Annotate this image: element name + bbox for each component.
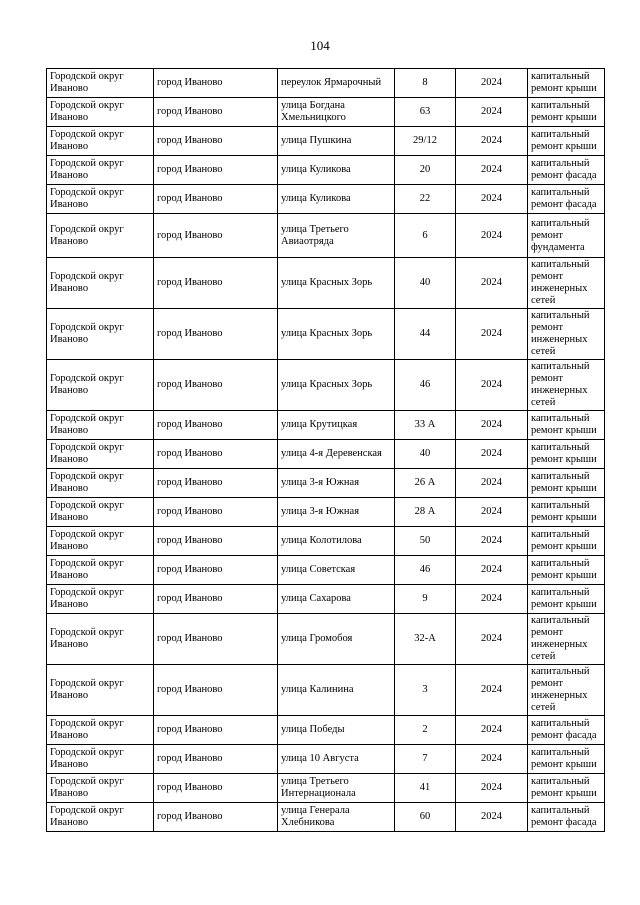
cell-work-type: капитальный ремонт инженерных сетей xyxy=(528,309,605,360)
table-row xyxy=(47,469,605,498)
table-row xyxy=(47,527,605,556)
cell-year: 2024 xyxy=(456,360,528,411)
cell-okrug: Городской округ Иваново xyxy=(47,411,154,440)
cell-street: улица Сахарова xyxy=(278,585,395,614)
cell-work-type: капитальный ремонт крыши xyxy=(528,527,605,556)
cell-city: город Иваново xyxy=(154,745,278,774)
cell-city: город Иваново xyxy=(154,803,278,832)
cell-year: 2024 xyxy=(456,469,528,498)
cell-house-number: 6 xyxy=(395,214,456,258)
cell-house-number: 46 xyxy=(395,360,456,411)
cell-work-type: капитальный ремонт инженерных сетей xyxy=(528,360,605,411)
cell-okrug: Городской округ Иваново xyxy=(47,98,154,127)
table-row xyxy=(47,774,605,803)
cell-city: город Иваново xyxy=(154,214,278,258)
cell-city: город Иваново xyxy=(154,258,278,309)
cell-work-type: капитальный ремонт фасада xyxy=(528,185,605,214)
cell-year: 2024 xyxy=(456,440,528,469)
cell-year: 2024 xyxy=(456,214,528,258)
repair-registry-table xyxy=(46,68,605,832)
cell-work-type: капитальный ремонт фасада xyxy=(528,716,605,745)
cell-year: 2024 xyxy=(456,614,528,665)
cell-work-type: капитальный ремонт крыши xyxy=(528,774,605,803)
cell-work-type: капитальный ремонт крыши xyxy=(528,745,605,774)
cell-okrug: Городской округ Иваново xyxy=(47,214,154,258)
cell-year: 2024 xyxy=(456,745,528,774)
cell-city: город Иваново xyxy=(154,527,278,556)
cell-house-number: 41 xyxy=(395,774,456,803)
cell-year: 2024 xyxy=(456,774,528,803)
cell-okrug: Городской округ Иваново xyxy=(47,614,154,665)
cell-okrug: Городской округ Иваново xyxy=(47,185,154,214)
cell-city: город Иваново xyxy=(154,440,278,469)
cell-city: город Иваново xyxy=(154,156,278,185)
cell-street: улица Красных Зорь xyxy=(278,360,395,411)
cell-city: город Иваново xyxy=(154,185,278,214)
cell-okrug: Городской округ Иваново xyxy=(47,69,154,98)
cell-city: город Иваново xyxy=(154,585,278,614)
cell-city: город Иваново xyxy=(154,774,278,803)
cell-house-number: 20 xyxy=(395,156,456,185)
table-row xyxy=(47,360,605,411)
cell-street: улица Колотилова xyxy=(278,527,395,556)
cell-street: улица Красных Зорь xyxy=(278,258,395,309)
cell-house-number: 60 xyxy=(395,803,456,832)
cell-city: город Иваново xyxy=(154,716,278,745)
cell-street: улица Куликова xyxy=(278,156,395,185)
cell-house-number: 46 xyxy=(395,556,456,585)
cell-work-type: капитальный ремонт инженерных сетей xyxy=(528,614,605,665)
cell-year: 2024 xyxy=(456,309,528,360)
cell-work-type: капитальный ремонт крыши xyxy=(528,556,605,585)
table-row xyxy=(47,585,605,614)
table-row xyxy=(47,614,605,665)
cell-street: улица Богдана Хмельницкого xyxy=(278,98,395,127)
cell-street: улица Пушкина xyxy=(278,127,395,156)
cell-work-type: капитальный ремонт инженерных сетей xyxy=(528,258,605,309)
cell-city: город Иваново xyxy=(154,556,278,585)
cell-okrug: Городской округ Иваново xyxy=(47,774,154,803)
cell-city: город Иваново xyxy=(154,614,278,665)
cell-street: улица Громобоя xyxy=(278,614,395,665)
cell-house-number: 44 xyxy=(395,309,456,360)
cell-city: город Иваново xyxy=(154,469,278,498)
cell-house-number: 63 xyxy=(395,98,456,127)
cell-house-number: 50 xyxy=(395,527,456,556)
cell-city: город Иваново xyxy=(154,360,278,411)
cell-house-number: 40 xyxy=(395,440,456,469)
cell-work-type: капитальный ремонт крыши xyxy=(528,469,605,498)
cell-street: улица 3-я Южная xyxy=(278,469,395,498)
cell-year: 2024 xyxy=(456,665,528,716)
cell-city: город Иваново xyxy=(154,127,278,156)
cell-work-type: капитальный ремонт крыши xyxy=(528,69,605,98)
cell-work-type: капитальный ремонт крыши xyxy=(528,498,605,527)
cell-house-number: 22 xyxy=(395,185,456,214)
cell-house-number: 28 А xyxy=(395,498,456,527)
cell-year: 2024 xyxy=(456,527,528,556)
cell-street: улица Третьего Интернационала xyxy=(278,774,395,803)
cell-year: 2024 xyxy=(456,498,528,527)
table-row xyxy=(47,498,605,527)
cell-house-number: 3 xyxy=(395,665,456,716)
cell-okrug: Городской округ Иваново xyxy=(47,556,154,585)
cell-okrug: Городской округ Иваново xyxy=(47,156,154,185)
cell-okrug: Городской округ Иваново xyxy=(47,585,154,614)
table-row xyxy=(47,411,605,440)
cell-okrug: Городской округ Иваново xyxy=(47,258,154,309)
table-row xyxy=(47,556,605,585)
cell-house-number: 7 xyxy=(395,745,456,774)
cell-work-type: капитальный ремонт фасада xyxy=(528,156,605,185)
table-row xyxy=(47,214,605,258)
table-row xyxy=(47,745,605,774)
table-row xyxy=(47,665,605,716)
cell-house-number: 33 А xyxy=(395,411,456,440)
cell-okrug: Городской округ Иваново xyxy=(47,360,154,411)
cell-year: 2024 xyxy=(456,585,528,614)
cell-house-number: 9 xyxy=(395,585,456,614)
cell-city: город Иваново xyxy=(154,309,278,360)
cell-street: улица Третьего Авиаотряда xyxy=(278,214,395,258)
cell-year: 2024 xyxy=(456,716,528,745)
cell-house-number: 32-А xyxy=(395,614,456,665)
cell-street: улица Советская xyxy=(278,556,395,585)
cell-year: 2024 xyxy=(456,411,528,440)
cell-okrug: Городской округ Иваново xyxy=(47,469,154,498)
cell-year: 2024 xyxy=(456,127,528,156)
cell-street: улица Генерала Хлебникова xyxy=(278,803,395,832)
cell-house-number: 29/12 xyxy=(395,127,456,156)
table-row xyxy=(47,440,605,469)
cell-year: 2024 xyxy=(456,556,528,585)
cell-city: город Иваново xyxy=(154,665,278,716)
cell-okrug: Городской округ Иваново xyxy=(47,527,154,556)
cell-street: улица Калинина xyxy=(278,665,395,716)
cell-house-number: 40 xyxy=(395,258,456,309)
cell-year: 2024 xyxy=(456,156,528,185)
cell-house-number: 2 xyxy=(395,716,456,745)
cell-house-number: 26 А xyxy=(395,469,456,498)
cell-city: город Иваново xyxy=(154,498,278,527)
cell-work-type: капитальный ремонт крыши xyxy=(528,411,605,440)
cell-street: улица 4-я Деревенская xyxy=(278,440,395,469)
cell-work-type: капитальный ремонт крыши xyxy=(528,98,605,127)
table-row xyxy=(47,716,605,745)
table-row xyxy=(47,156,605,185)
cell-street: переулок Ярмарочный xyxy=(278,69,395,98)
cell-work-type: капитальный ремонт фундамента xyxy=(528,214,605,258)
cell-work-type: капитальный ремонт крыши xyxy=(528,127,605,156)
page-number: 104 xyxy=(310,38,330,53)
cell-okrug: Городской округ Иваново xyxy=(47,745,154,774)
cell-street: улица Куликова xyxy=(278,185,395,214)
cell-okrug: Городской округ Иваново xyxy=(47,127,154,156)
cell-okrug: Городской округ Иваново xyxy=(47,309,154,360)
cell-year: 2024 xyxy=(456,185,528,214)
cell-house-number: 8 xyxy=(395,69,456,98)
table-row xyxy=(47,69,605,98)
cell-city: город Иваново xyxy=(154,411,278,440)
cell-okrug: Городской округ Иваново xyxy=(47,665,154,716)
cell-year: 2024 xyxy=(456,69,528,98)
cell-work-type: капитальный ремонт инженерных сетей xyxy=(528,665,605,716)
cell-year: 2024 xyxy=(456,803,528,832)
table-row xyxy=(47,258,605,309)
cell-city: город Иваново xyxy=(154,98,278,127)
cell-okrug: Городской округ Иваново xyxy=(47,498,154,527)
cell-street: улица Красных Зорь xyxy=(278,309,395,360)
table-row xyxy=(47,127,605,156)
cell-work-type: капитальный ремонт крыши xyxy=(528,585,605,614)
cell-street: улица Крутицкая xyxy=(278,411,395,440)
cell-okrug: Городской округ Иваново xyxy=(47,440,154,469)
cell-street: улица Победы xyxy=(278,716,395,745)
table-row xyxy=(47,185,605,214)
cell-street: улица 10 Августа xyxy=(278,745,395,774)
table-row xyxy=(47,803,605,832)
cell-city: город Иваново xyxy=(154,69,278,98)
cell-year: 2024 xyxy=(456,98,528,127)
cell-year: 2024 xyxy=(456,258,528,309)
cell-okrug: Городской округ Иваново xyxy=(47,716,154,745)
cell-street: улица 3-я Южная xyxy=(278,498,395,527)
cell-work-type: капитальный ремонт фасада xyxy=(528,803,605,832)
cell-work-type: капитальный ремонт крыши xyxy=(528,440,605,469)
table-row xyxy=(47,98,605,127)
table-row xyxy=(47,309,605,360)
cell-okrug: Городской округ Иваново xyxy=(47,803,154,832)
